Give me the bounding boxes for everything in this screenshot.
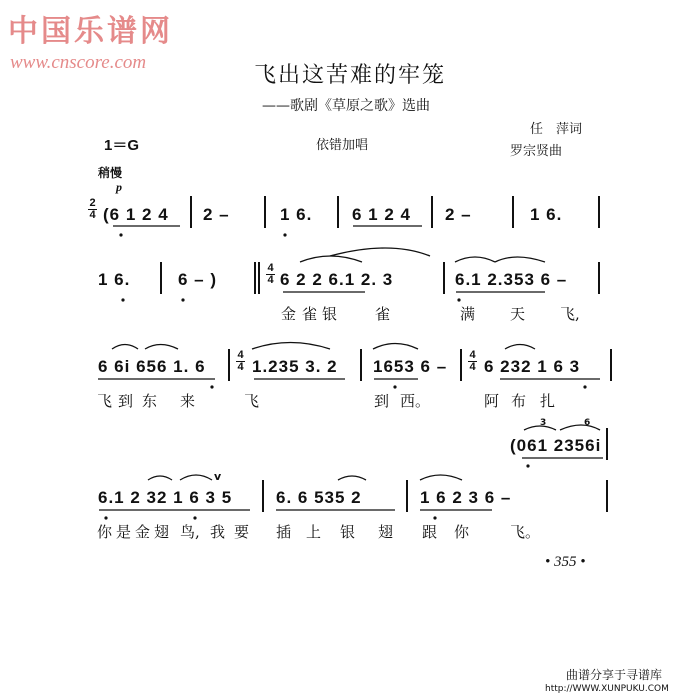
measure: 1.235 3. 2 bbox=[252, 357, 338, 376]
octave-dot bbox=[210, 385, 213, 388]
lyric: 翅 bbox=[154, 523, 170, 541]
dynamic-marking: p bbox=[116, 180, 122, 194]
octave-dot bbox=[193, 516, 196, 519]
lyric: 扎 bbox=[540, 392, 556, 410]
slur bbox=[180, 475, 212, 480]
measure: 6 – ) bbox=[178, 270, 218, 289]
lyric: 飞 bbox=[244, 392, 260, 410]
measure: 1 6. bbox=[280, 205, 313, 224]
lyric: 我 bbox=[210, 523, 226, 541]
lyric: 金 bbox=[135, 523, 151, 541]
time-signature-top: 4 bbox=[237, 349, 244, 361]
measure: 6 232 1 6 3 bbox=[484, 357, 581, 376]
octave-dot bbox=[283, 233, 286, 236]
tempo-marking: 稍慢 bbox=[98, 166, 123, 180]
measure: 1653 6 – bbox=[373, 357, 448, 376]
time-signature-bottom: 4 bbox=[267, 274, 274, 286]
song-subtitle: ——歌剧《草原之歌》选曲 bbox=[262, 98, 430, 114]
slur bbox=[495, 257, 545, 262]
slur bbox=[338, 476, 366, 480]
page-number: • 355 • bbox=[545, 554, 586, 570]
time-signature-top: 4 bbox=[267, 262, 274, 274]
octave-dot bbox=[104, 516, 107, 519]
lyric: 到 bbox=[374, 392, 390, 410]
time-signature-bottom: 4 bbox=[237, 361, 244, 373]
tuplet-number: 3 bbox=[540, 418, 547, 428]
composer-credit: 罗宗贤曲 bbox=[510, 144, 563, 159]
slur bbox=[252, 343, 330, 350]
performer: 依错加唱 bbox=[316, 138, 369, 153]
slur bbox=[145, 345, 178, 350]
lyric: 是 bbox=[116, 523, 132, 541]
lyric: 银 bbox=[340, 523, 356, 541]
tuplet-bracket bbox=[560, 425, 600, 430]
measure: 1 6. bbox=[530, 205, 563, 224]
tuplet-bracket bbox=[524, 426, 556, 430]
lyric: 雀 bbox=[375, 305, 391, 323]
footer-url: http://WWW.XUNPUKU.COM bbox=[545, 684, 669, 694]
time-signature-bottom: 4 bbox=[89, 209, 96, 221]
watermark-url: www.cnscore.com bbox=[10, 52, 147, 73]
lyric: 阿 bbox=[484, 392, 500, 410]
slur bbox=[505, 345, 535, 350]
octave-dot bbox=[119, 233, 122, 236]
measure: 2 – bbox=[445, 205, 472, 224]
octave-dot bbox=[393, 385, 396, 388]
lyric: 飞 bbox=[97, 392, 113, 410]
octave-dot bbox=[526, 464, 529, 467]
lyricist-credit: 任 萍词 bbox=[530, 122, 583, 137]
lyric: 东 bbox=[142, 392, 158, 410]
slur bbox=[300, 256, 362, 262]
lyric: 你 bbox=[454, 523, 470, 541]
measure: 6 6i 656 1. 6 bbox=[98, 357, 206, 376]
key-signature: 1＝G bbox=[104, 137, 140, 154]
measure: 6 2 2 6.1 2. 3 bbox=[280, 270, 394, 289]
slur bbox=[455, 257, 495, 262]
lyric: 西。 bbox=[400, 392, 431, 410]
time-signature-bottom: 4 bbox=[469, 361, 476, 373]
lyric: 跟 bbox=[422, 523, 438, 541]
measure: 2 – bbox=[203, 205, 230, 224]
footer-share-text: 曲谱分享于寻谱库 bbox=[566, 668, 663, 682]
lyric: 银 bbox=[322, 305, 338, 323]
lyric: 鸟, bbox=[180, 523, 200, 541]
measure: 1 6. bbox=[98, 270, 131, 289]
time-signature-top: 4 bbox=[469, 349, 476, 361]
lyric: 插 bbox=[276, 523, 292, 541]
slur bbox=[420, 475, 462, 480]
lyric: 你 bbox=[97, 523, 113, 541]
measure: 1 6 2 3 6 – bbox=[420, 488, 512, 507]
lyric: 雀 bbox=[302, 305, 318, 323]
lyric: 天 bbox=[510, 305, 526, 323]
slur bbox=[373, 344, 418, 350]
octave-dot bbox=[457, 298, 460, 301]
lyric: 来 bbox=[180, 392, 196, 410]
lyric: 到 bbox=[118, 392, 134, 410]
lyric: 上 bbox=[306, 523, 322, 541]
measure: 6 1 2 4 bbox=[352, 205, 411, 224]
time-signature-top: 2 bbox=[89, 197, 96, 209]
breath-mark: v bbox=[214, 470, 222, 483]
measure: 6.1 2 32 1 6 3 5 bbox=[98, 488, 233, 507]
slur bbox=[330, 248, 430, 256]
octave-dot bbox=[433, 516, 436, 519]
lyric: 布 bbox=[511, 392, 527, 410]
measure: (6 1 2 4 bbox=[103, 205, 169, 224]
song-title: 飞出这苦难的牢笼 bbox=[253, 63, 446, 88]
octave-dot bbox=[121, 298, 124, 301]
octave-dot bbox=[181, 298, 184, 301]
interlude-notes: (061 2356i bbox=[510, 436, 602, 455]
slur bbox=[148, 476, 172, 480]
octave-dot bbox=[583, 385, 586, 388]
slur bbox=[112, 345, 138, 350]
measure: 6.1 2.353 6 – bbox=[455, 270, 568, 289]
lyric: 飞, bbox=[560, 305, 580, 323]
lyric: 金 bbox=[281, 305, 297, 323]
measure: 6. 6 535 2 bbox=[276, 488, 362, 507]
watermark-site-name: 中国乐谱网 bbox=[8, 14, 173, 49]
tuplet-number: 6 bbox=[584, 418, 591, 428]
lyric: 要 bbox=[234, 523, 250, 541]
lyric: 满 bbox=[460, 305, 476, 323]
lyric: 翅 bbox=[378, 523, 394, 541]
lyric: 飞。 bbox=[510, 523, 541, 541]
